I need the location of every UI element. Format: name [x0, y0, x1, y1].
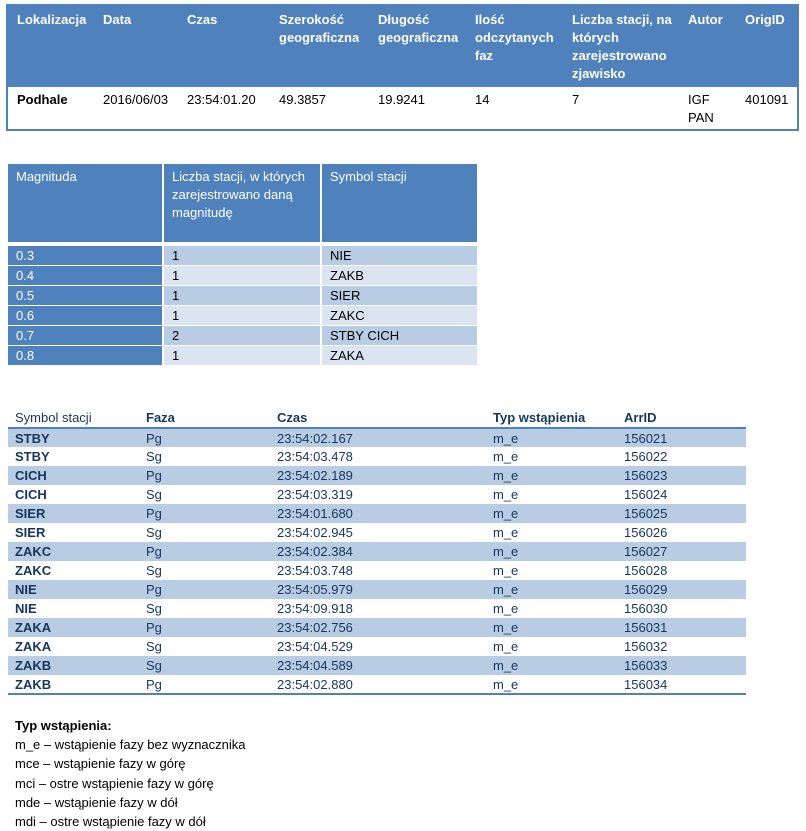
arrival-time: 23:54:03.319 [277, 487, 353, 502]
magnitude-row [8, 345, 477, 365]
magnitude-value: 0.3 [8, 245, 163, 265]
arrival-row [8, 523, 746, 542]
header-szerokosc: Szerokość geograficzna [270, 5, 369, 87]
phase: Sg [146, 639, 162, 654]
phase: Pg [139, 428, 270, 447]
event-table [6, 4, 799, 131]
event-latitude: 49.3857 [270, 87, 369, 130]
onset-type: m_e [486, 428, 617, 447]
station-symbols: NIE [321, 245, 477, 265]
arrival-row [8, 599, 746, 618]
station-symbols: ZAKC [321, 305, 477, 325]
header-magnituda: Magnituda [8, 164, 163, 242]
phase: Pg [139, 504, 270, 523]
magnitude-table-body [8, 242, 477, 365]
magnitude-value: 0.8 [8, 345, 163, 365]
station-symbols: ZAKB [321, 265, 477, 285]
arrival-row [8, 504, 746, 523]
arr-id: 156023 [617, 466, 746, 485]
header-ilosc-faz: Ilość odczytanych faz [466, 5, 563, 87]
onset-type: m_e [486, 618, 617, 637]
station-count: 1 [163, 265, 321, 285]
onset-type: m_e [493, 525, 519, 540]
station-symbol: ZAKC [8, 542, 139, 561]
onset-legend [15, 716, 246, 831]
header-dlugosc: Długość geograficzna [369, 5, 466, 87]
arrival-time: 23:54:04.529 [277, 639, 353, 654]
arr-id: 156028 [624, 563, 668, 578]
arrival-row [8, 428, 746, 447]
arr-id: 156026 [624, 525, 668, 540]
arrivals-table-body [8, 428, 746, 694]
station-symbol: CICH [15, 487, 47, 502]
station-symbols: SIER [321, 285, 477, 305]
header-arrival-time: Czas [270, 409, 486, 428]
magnitude-row [8, 245, 477, 265]
header-data: Data [94, 5, 178, 87]
arrivals-header-row [8, 409, 746, 428]
arrival-row [8, 675, 746, 694]
header-origid: OrigID [736, 5, 798, 87]
event-longitude: 19.9241 [369, 87, 466, 130]
arrivals-table [8, 409, 746, 695]
phase: Sg [146, 487, 162, 502]
onset-type: m_e [486, 656, 617, 675]
arrival-time: 23:54:01.680 [270, 504, 486, 523]
arr-id: 156025 [617, 504, 746, 523]
station-symbol: NIE [8, 580, 139, 599]
phase: Sg [146, 525, 162, 540]
legend-title: Typ wstąpienia: [15, 718, 112, 733]
header-onset-type: Typ wstąpienia [486, 409, 617, 428]
magnitude-row [8, 265, 477, 285]
event-origid: 401091 [736, 87, 798, 130]
station-symbols: ZAKA [321, 345, 477, 365]
station-symbol: SIER [15, 525, 46, 540]
onset-type: m_e [493, 563, 519, 578]
arrival-time: 23:54:03.748 [277, 563, 353, 578]
arrival-time: 23:54:02.880 [277, 676, 353, 692]
arr-id: 156027 [617, 542, 746, 561]
header-station-symbol: Symbol stacji [8, 409, 139, 428]
phase: Pg [139, 580, 270, 599]
arrival-time: 23:54:02.384 [270, 542, 486, 561]
legend-item: m_e – wstąpienie fazy bez wyznacznika [15, 737, 246, 753]
station-symbols: STBY CICH [321, 325, 477, 345]
phase: Sg [146, 449, 162, 464]
station-symbol: ZAKB [8, 656, 139, 675]
station-count: 2 [163, 325, 321, 345]
legend-item: mci – ostre wstąpienie fazy w górę [15, 775, 214, 791]
arrival-time: 23:54:02.167 [270, 428, 486, 447]
station-symbol: ZAKB [15, 676, 52, 692]
event-row [7, 87, 798, 130]
arrival-time: 23:54:04.589 [270, 656, 486, 675]
header-arrid: ArrID [617, 409, 746, 428]
station-symbol: STBY [15, 449, 50, 464]
magnitude-row [8, 305, 477, 325]
phase: Pg [146, 676, 162, 692]
station-symbol: CICH [8, 466, 139, 485]
header-liczba-stacji: Liczba stacji, na których zarejestrowano zjawisko [563, 5, 679, 87]
arrival-row [8, 637, 746, 656]
arrival-row [8, 656, 746, 675]
header-autor: Autor [679, 5, 736, 87]
phase: Pg [139, 466, 270, 485]
header-lokalizacja: Lokalizacja [7, 5, 94, 87]
magnitude-value: 0.5 [8, 285, 163, 305]
phase: Sg [139, 656, 270, 675]
magnitude-table [8, 164, 477, 365]
station-count: 1 [163, 285, 321, 305]
station-symbol: SIER [8, 504, 139, 523]
event-phase-count: 14 [466, 87, 563, 130]
onset-type: m_e [486, 504, 617, 523]
event-time: 23:54:01.20 [178, 87, 270, 130]
arrival-row [8, 542, 746, 561]
event-location: Podhale [7, 87, 94, 130]
onset-type: m_e [486, 542, 617, 561]
arr-id: 156034 [624, 676, 668, 692]
arr-id: 156029 [617, 580, 746, 599]
magnitude-value: 0.4 [8, 265, 163, 285]
station-count: 1 [163, 345, 321, 365]
magnitude-row [8, 325, 477, 345]
station-symbol: ZAKA [8, 618, 139, 637]
arrival-row [8, 466, 746, 485]
onset-type: m_e [493, 449, 519, 464]
arr-id: 156033 [617, 656, 746, 675]
arr-id: 156031 [617, 618, 746, 637]
header-faza: Faza [139, 409, 270, 428]
arrival-row [8, 447, 746, 466]
onset-type: m_e [486, 580, 617, 599]
header-symbol-stacji: Symbol stacji [321, 164, 477, 242]
station-count: 1 [163, 245, 321, 265]
arrival-row [8, 485, 746, 504]
magnitude-value: 0.7 [8, 325, 163, 345]
magnitude-row [8, 285, 477, 305]
arrival-time: 23:54:02.189 [270, 466, 486, 485]
station-symbol: ZAKC [15, 563, 52, 578]
station-symbol: NIE [15, 601, 37, 616]
arrival-row [8, 561, 746, 580]
event-date: 2016/06/03 [94, 87, 178, 130]
arrival-time: 23:54:03.478 [277, 449, 353, 464]
header-liczba-stacji-magnituda: Liczba stacji, w których zarejestrowano daną magnitudę [163, 164, 321, 242]
arr-id: 156030 [624, 601, 668, 616]
arrival-time: 23:54:05.979 [270, 580, 486, 599]
arrival-time: 23:54:02.945 [277, 525, 353, 540]
arr-id: 156021 [617, 428, 746, 447]
onset-type: m_e [493, 487, 519, 502]
event-author: IGF PAN [679, 87, 736, 130]
station-symbol: ZAKA [15, 639, 52, 654]
magnitude-header-row [8, 164, 477, 242]
phase: Pg [139, 618, 270, 637]
event-station-count: 7 [563, 87, 679, 130]
arrival-time: 23:54:09.918 [277, 601, 353, 616]
station-symbol: STBY [8, 428, 139, 447]
legend-item: mce – wstąpienie fazy w górę [15, 756, 186, 772]
header-czas: Czas [178, 5, 270, 87]
arrival-row [8, 580, 746, 599]
arrival-row [8, 618, 746, 637]
onset-type: m_e [493, 601, 519, 616]
onset-type: m_e [486, 466, 617, 485]
arr-id: 156022 [624, 449, 668, 464]
legend-item: mde – wstąpienie fazy w dół [15, 794, 178, 810]
phase: Pg [139, 542, 270, 561]
phase: Sg [146, 563, 162, 578]
onset-type: m_e [493, 639, 519, 654]
onset-type: m_e [493, 676, 519, 692]
phase: Sg [146, 601, 162, 616]
legend-item: mdi – ostre wstąpienie fazy w dół [15, 814, 206, 830]
magnitude-value: 0.6 [8, 305, 163, 325]
event-header-row [7, 5, 798, 87]
arr-id: 156024 [624, 487, 668, 502]
arrival-time: 23:54:02.756 [270, 618, 486, 637]
station-count: 1 [163, 305, 321, 325]
arr-id: 156032 [624, 639, 668, 654]
